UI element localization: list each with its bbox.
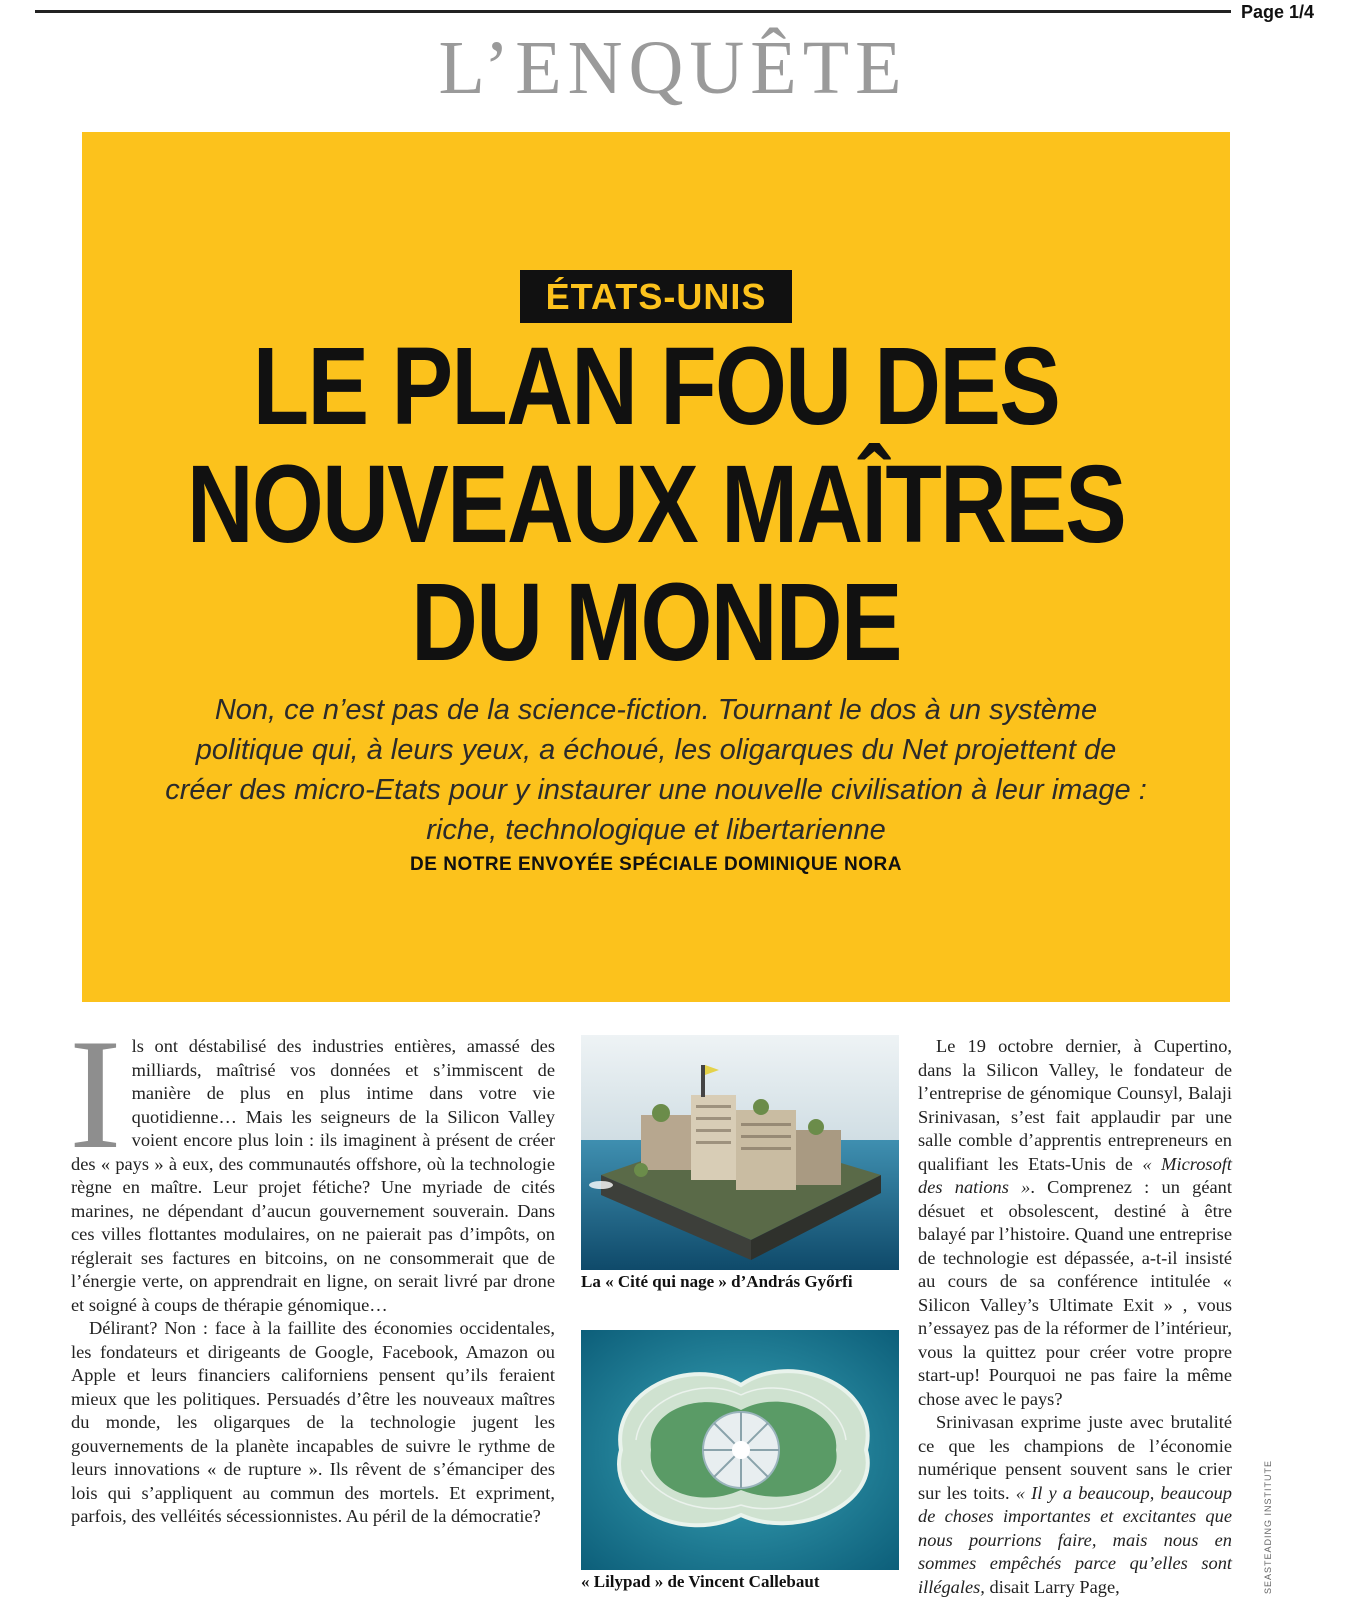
headline: [82, 325, 1230, 684]
paragraph-text: ls ont déstabilisé des industries entières, amassé des milliards, maîtrisé vos données et s’immiscent de manière de plus en plus intime dans votre vie quotidienne… Mais les seigneurs de la Silicon Valley voient encore plus loin : ils imaginent à présent de créer des « pays » à eux, des communautés offshore, où la technologie règne en maître. Leur projet fétiche? Une myriade de cités marines, ne dépendant d’aucun gouvernement souverain. Dans ces villes flottantes modulaires, on ne paierait pas d’impôts, on réglerait ses factures en bitcoins, on ne consommerait que de l’énergie verte, on apprendrait en ligne, on serait livré par drone et soigné à coups de thérapie génomique…: [71, 1036, 555, 1315]
kicker-label: ÉTATS-UNIS: [520, 270, 793, 323]
headline-line: NOUVEAUX MAÎTRES: [186, 443, 1126, 566]
photo-floating-city: [581, 1035, 899, 1270]
photo-credit: [1258, 1462, 1272, 1602]
photo-caption: « Lilypad » de Vincent Callebaut: [581, 1572, 820, 1591]
quote-text: « Il y a beaucoup, beaucoup de choses importantes et excitantes que nous pourrions faire, mais nous en sommes empêchés parce qu’elles sont illégales,: [918, 1482, 1232, 1597]
paragraph: Délirant? Non : face à la faillite des économies occidentales, les fondateurs et dirigeants de Google, Facebook, Amazon ou Apple et leurs financiers californiens pensent qu’ils feraient mieux que les politiques. Persuadés d’être les nouveaux maîtres du monde, les oligarques de la technologie jugent les gouvernements de la planète incapables de suivre le rythme de leurs innovations « de rupture ». Ils rêvent de s’émanciper des lois qui s’appliquent au commun des mortels. Et expriment, parfois, des velléités sécessionnistes. Au péril de la démocratie?: [71, 1318, 555, 1526]
headline-banner: [82, 132, 1230, 1002]
photo-lilypad: [581, 1330, 899, 1570]
paragraph-text: disait Larry Page,: [984, 1576, 1120, 1597]
paragraph-text: Le 19 octobre dernier, à Cupertino, dans la Silicon Valley, le fondateur de l’entreprise de génomique Counsyl, Balaji Srinivasan, s’est fait applaudir par une salle comble d’apprentis entrepreneurs en qualifiant les Etats-Unis de: [918, 1036, 1232, 1174]
paragraph: [918, 1411, 1232, 1599]
paragraph: [918, 1035, 1232, 1411]
section-title: L’ENQUÊTE: [438, 26, 908, 110]
article-column-right: [918, 1035, 1232, 1599]
page-number: Page 1/4: [1240, 2, 1314, 22]
headline-line: DU MONDE: [411, 561, 901, 684]
header-rule: [35, 10, 1231, 13]
paragraph-text: . Comprenez : un géant désuet et obsolescent, destiné à être balayé par l’histoire. Quand une entreprise de technologie est dépassée, a-t-il insisté au cours de sa conférence intitulée « Silicon Valley’s Ultimate Exit » , vous n’essayez pas de la réformer de l’intérieur, vous la quittez pour créer votre propre start-up! Pourquoi ne pas faire la même chose avec le pays?: [918, 1177, 1232, 1409]
article-column-left: [69, 1007, 555, 1529]
photo-caption: La « Cité qui nage » d’András Győrfi: [581, 1272, 853, 1291]
byline: DE NOTRE ENVOYÉE SPÉCIALE DOMINIQUE NORA: [410, 854, 902, 875]
headline-line: LE PLAN FOU DES: [252, 325, 1060, 448]
quote-text: « Microsoft des nations »: [918, 1153, 1232, 1197]
paragraph-text: Srinivasan exprime juste avec brutalité ce que les champions de l’économie numérique pensent souvent sans le crier sur les toits.: [918, 1412, 1232, 1503]
paragraph: [69, 1007, 555, 1317]
photo-credit-text: SEASTEADING INSTITUTE: [1263, 1460, 1273, 1595]
drop-cap: I: [69, 1007, 122, 1182]
standfirst: Non, ce n’est pas de la science-fiction. Tournant le dos à un système politique qui, à leurs yeux, a échoué, les oligarques du Net projettent de créer des micro-Etats pour y instaurer une nouvelle civilisation à leur image : riche, technologique et libertarienne: [165, 694, 1147, 846]
